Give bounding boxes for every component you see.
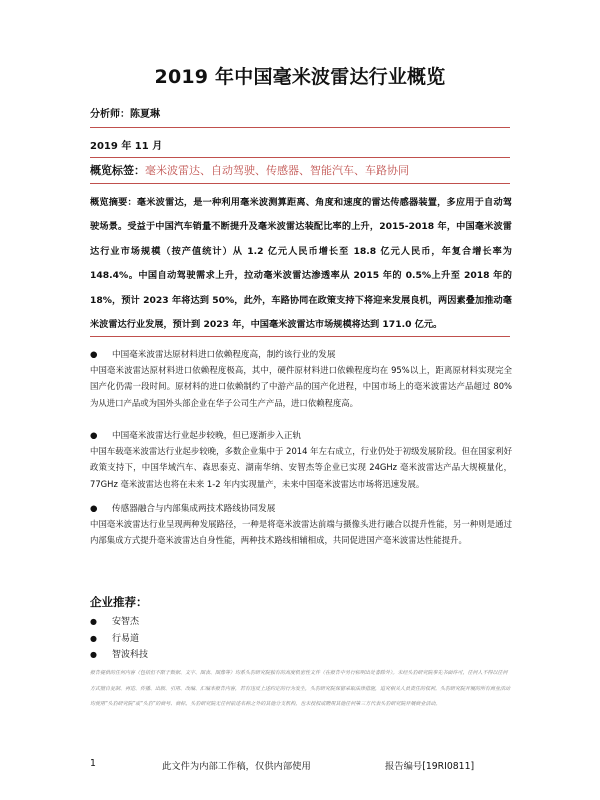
legal-disclaimer: 报告提供的任何内容（包括但不限于数据、文字、图表、图像等）均系头豹研究院独有的高度机密性文件（在报告中另行标明出处者除外）。未经头豹研究院事先书面许可，任何人不得以任何方式擅自复制、再造、传播、出版、引用、改编、汇编本报告内容，若有违反上述约定的行为发生，头豹研究院保留采取法律措施，追究相关人员责任的权利。头豹研究院开展的所有商业活动均使用“头豹研究院”或“头豹”的商号、商标，头豹研究院无任何前述名称之外的其他分支机构，也未授权或聘用其他任何第三方代表头豹研究院开展商业活动。 — [90, 670, 511, 707]
company-name: 行易道 — [112, 633, 140, 644]
divider — [90, 127, 510, 128]
overview-summary — [90, 191, 512, 337]
bullet-icon: ● — [90, 431, 98, 441]
internal-notice: 此文件为内部工作稿，仅供内部使用 — [162, 761, 311, 772]
section-3 — [90, 502, 512, 549]
list-item — [90, 647, 148, 664]
bullet-icon: ● — [90, 650, 97, 659]
list-item — [90, 631, 148, 648]
section-body: 中国毫米波雷达原材料进口依赖程度极高，其中，硬件原材料进口依赖程度均在 95%以上，距离原材料实现完全国产化仍需一段时间。原材料的进口依赖制约了中游产品的国产化进程，中国市场上的毫米波雷达产品超过 80%为从进口产品或为国外头部企业在华子公司生产产品，进口依赖程度高。 — [90, 365, 512, 408]
list-item — [90, 614, 148, 631]
company-name: 智波科技 — [112, 650, 149, 660]
divider — [90, 157, 510, 158]
section-heading-text: 传感器融合与内部集成两技术路线协同发展 — [112, 504, 276, 514]
section-heading — [90, 348, 512, 362]
recommendations-list — [90, 614, 148, 664]
section-2 — [90, 429, 512, 492]
section-heading-text: 中国毫米波雷达原材料进口依赖程度高，制约该行业的发展 — [112, 350, 336, 360]
analyst-line: 分析师：陈夏琳 — [90, 109, 160, 120]
bullet-icon: ● — [90, 350, 98, 360]
section-body: 中国车载毫米波雷达行业起步较晚，多数企业集中于 2014 年左右成立，行业仍处于初级发展阶段。但在国家利好政策支持下，中国华域汽车、森思泰克、湖南华纳、安智杰等企业已实现 24GHz 毫米波雷达产品大规模量化，77GHz 毫米波雷达也将在未来 1-2 年内实现量产，未来中国毫米波雷达市场将迅速发展。 — [90, 446, 512, 489]
section-heading — [90, 429, 512, 443]
tags-value: 毫米波雷达、自动驾驶、传感器、智能汽车、车路协同 — [145, 164, 409, 177]
tags-label: 概览标签： — [90, 164, 145, 177]
report-title: 2019 年中国毫米波雷达行业概览 — [154, 66, 446, 88]
bullet-icon: ● — [90, 633, 97, 643]
section-heading-text: 中国毫米波雷达行业起步较晚，但已逐渐步入正轨 — [112, 431, 302, 441]
divider — [90, 183, 510, 184]
section-heading — [90, 502, 512, 516]
section-body: 中国毫米波雷达行业呈现两种发展路径，一种是将毫米波雷达前端与摄像头进行融合以提升性能，另一种则是通过内部集成方式提升毫米波雷达自身性能，两种技术路线相辅相成，共同促进国产毫米波雷达性能提升。 — [90, 519, 512, 546]
company-name: 安智杰 — [112, 617, 140, 627]
summary-text: 毫米波雷达，是一种利用毫米波测算距离、角度和速度的雷达传感器装置，多应用于自动驾驶场景。受益于中国汽车销量不断提升及毫米波雷达装配比率的上升，2015-2018 年，中国毫米波雷达行业市场规模（按产值统计）从 1.2 亿元人民币增长至 18.8 亿元人民币，年复合增长率为 148.4%。中国自动驾驶需求上升，拉动毫米波雷达渗透率从 2015 年的 0.5%上升至 2018 年的 18%，预计 2023 年将达到 50%，此外，车路协同在政策支持下将迎来发展良机，两因素叠加推动毫米波雷达行业发展，预计到 2023 年，中国毫米波雷达市场规模将达到 171.0 亿元。 — [90, 197, 513, 331]
summary-label: 概览摘要： — [90, 197, 137, 208]
divider — [90, 336, 510, 337]
section-1 — [90, 348, 512, 411]
report-id: 报告编号[19RI0811] — [385, 761, 475, 772]
bullet-icon: ● — [90, 504, 98, 514]
page-number: 1 — [90, 758, 96, 769]
overview-tags — [90, 162, 409, 178]
report-date: 2019 年 11 月 — [90, 141, 163, 152]
recommendations-title: 企业推荐： — [90, 595, 148, 609]
bullet-icon: ● — [90, 617, 97, 626]
